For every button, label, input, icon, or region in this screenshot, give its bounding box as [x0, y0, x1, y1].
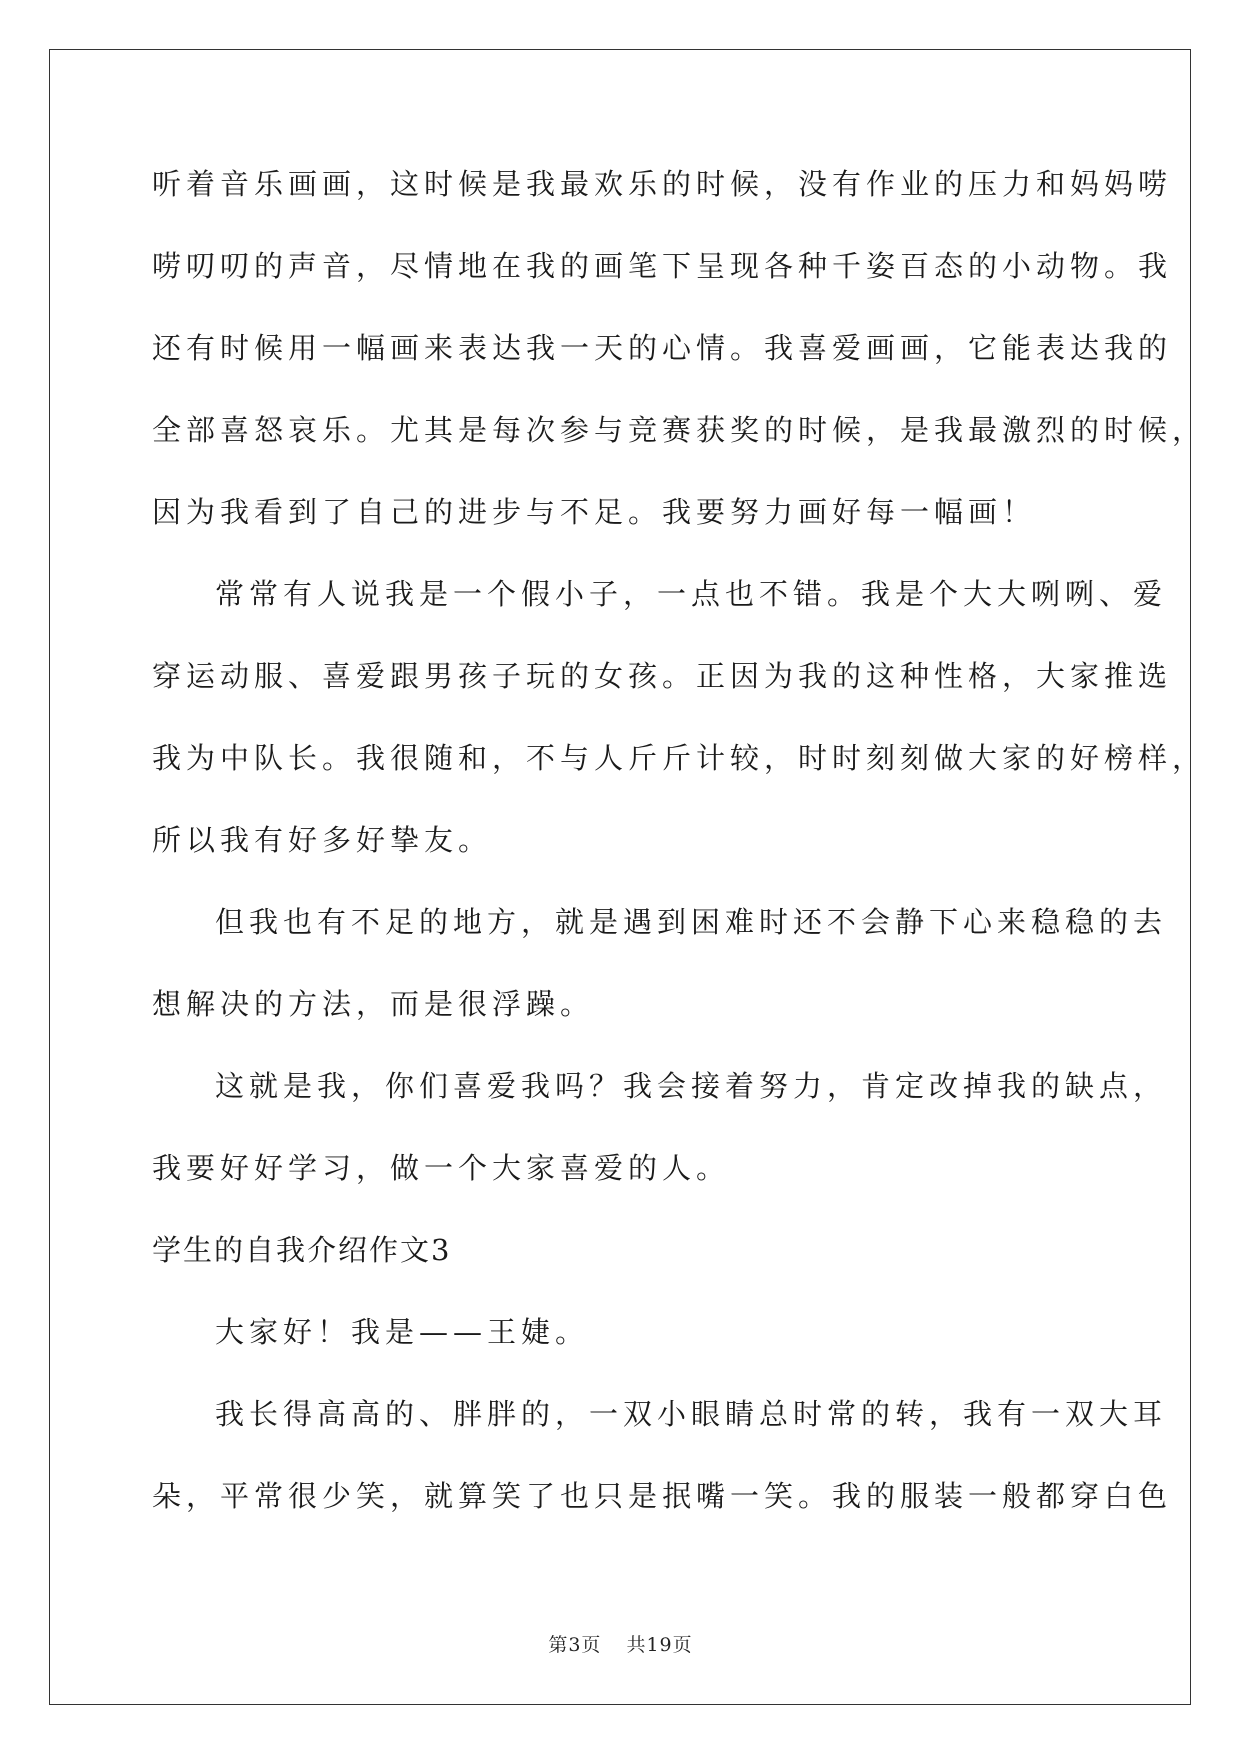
text-line: 因为我看到了自己的进步与不足。我要努力画好每一幅画！ — [152, 495, 1037, 529]
text-line: 我要好好学习，做一个大家喜爱的人。 — [152, 1151, 731, 1185]
text-line: 穿运动服、喜爱跟男孩子玩的女孩。正因为我的这种性格，大家推选 — [152, 659, 1173, 693]
text-line: 大家好！我是——王婕。 — [215, 1315, 590, 1349]
text-line: 所以我有好多好挚友。 — [152, 823, 493, 857]
text-line: 朵，平常很少笑，就算笑了也只是抿嘴一笑。我的服装一般都穿白色 — [152, 1479, 1173, 1513]
text-line: 听着音乐画画，这时候是我最欢乐的时候，没有作业的压力和妈妈唠 — [152, 167, 1173, 201]
page-footer — [0, 1630, 1241, 1657]
text-line: 想解决的方法，而是很浮躁。 — [152, 987, 595, 1021]
document-body — [152, 158, 1207, 1552]
page-number: 第3页 — [548, 1634, 602, 1656]
total-pages: 共19页 — [626, 1634, 693, 1656]
text-line: 但我也有不足的地方，就是遇到困难时还不会静下心来稳稳的去 — [215, 905, 1168, 939]
text-line: 这就是我，你们喜爱我吗？我会接着努力，肯定改掉我的缺点， — [215, 1069, 1168, 1103]
text-line: 我为中队长。我很随和，不与人斤斤计较，时时刻刻做大家的好榜样， — [152, 741, 1207, 775]
text-line: 唠叨叨的声音，尽情地在我的画笔下呈现各种千姿百态的小动物。我 — [152, 249, 1173, 283]
text-line: 全部喜怒哀乐。尤其是每次参与竞赛获奖的时候，是我最激烈的时候， — [152, 413, 1207, 447]
text-line: 我长得高高的、胖胖的，一双小眼睛总时常的转，我有一双大耳 — [215, 1397, 1168, 1431]
section-heading: 学生的自我介绍作文3 — [152, 1233, 452, 1267]
text-line: 还有时候用一幅画来表达我一天的心情。我喜爱画画，它能表达我的 — [152, 331, 1173, 365]
text-line: 常常有人说我是一个假小子，一点也不错。我是个大大咧咧、爱 — [215, 577, 1168, 611]
